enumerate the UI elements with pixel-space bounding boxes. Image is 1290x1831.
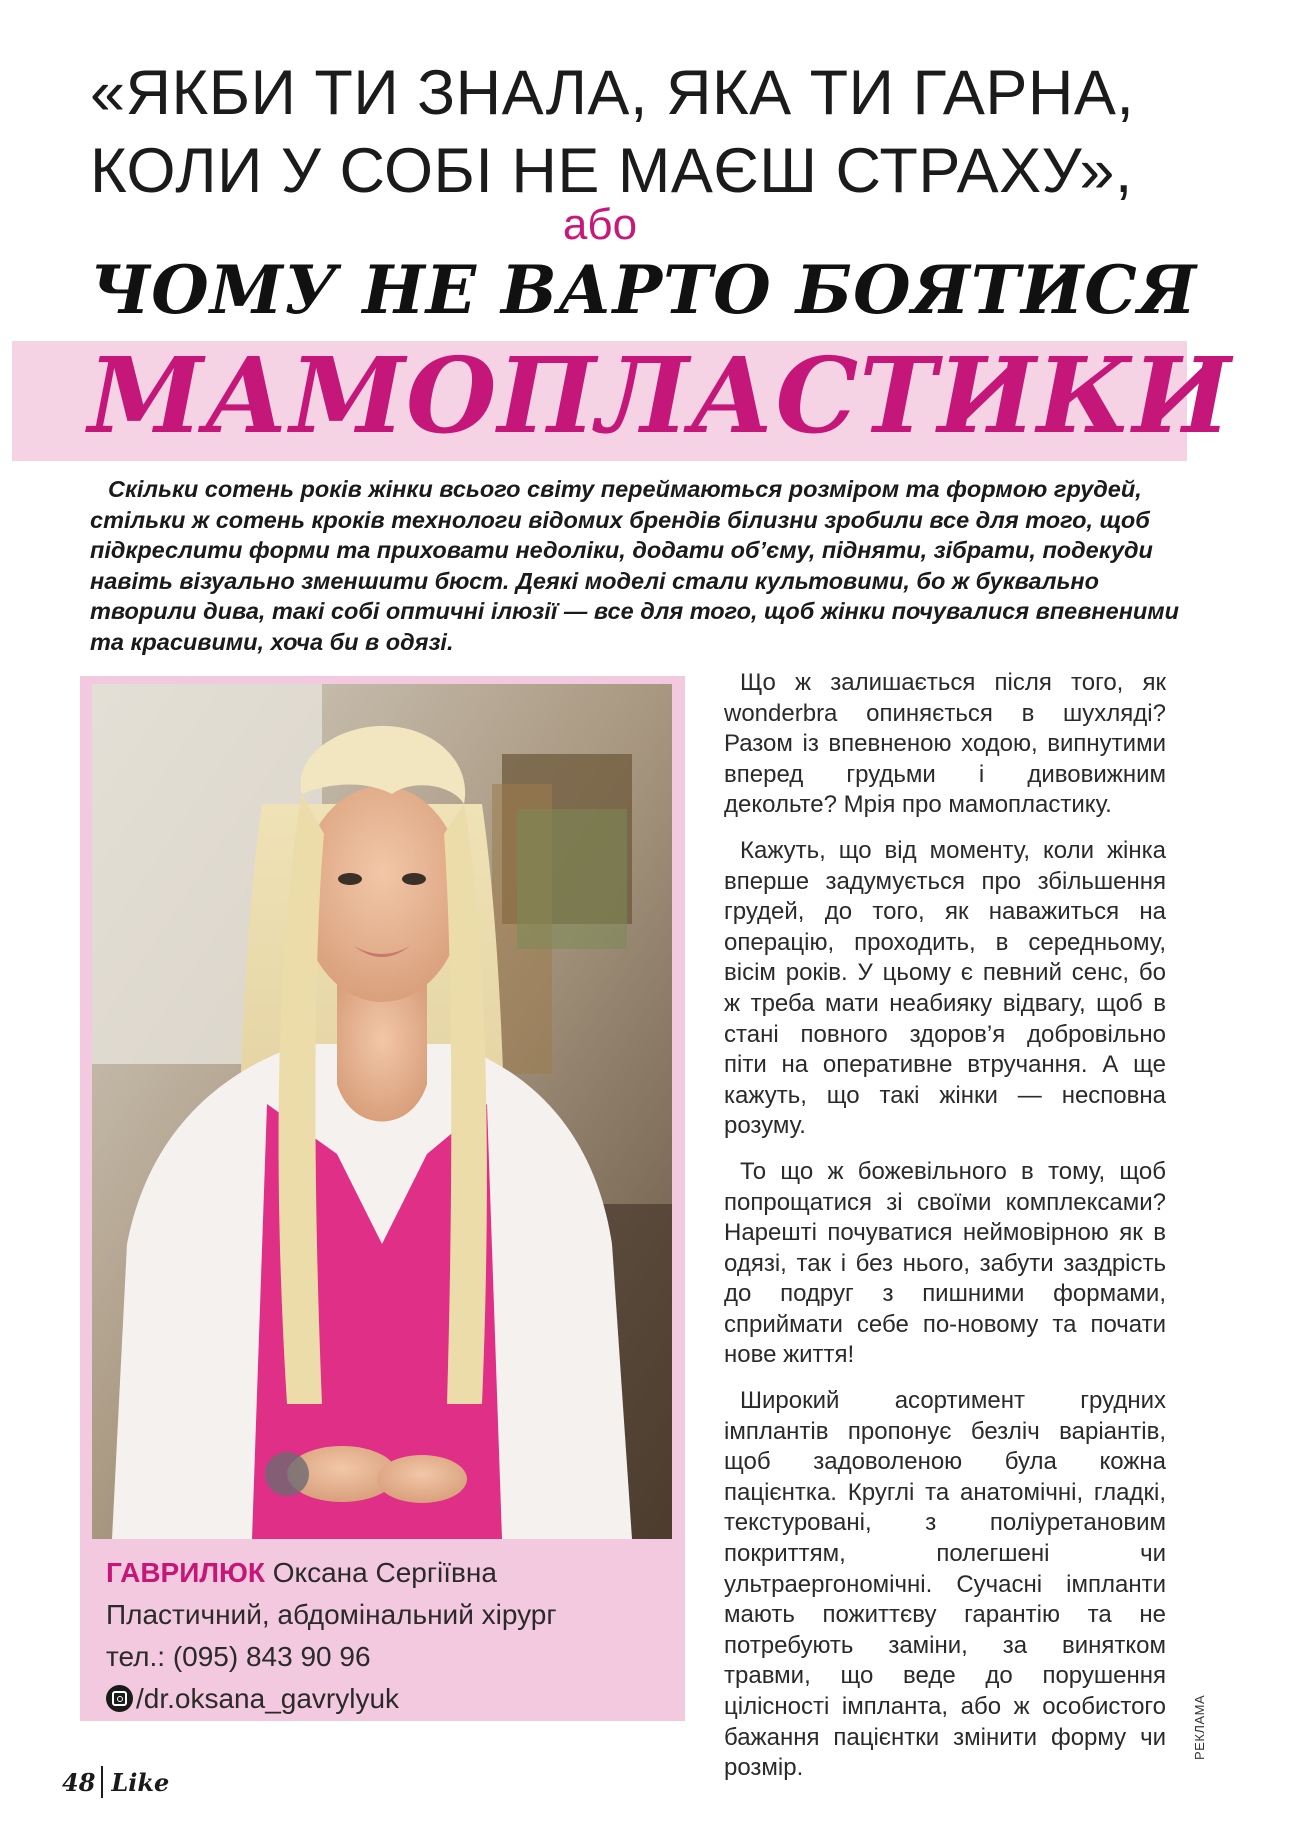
connector-word: [0, 200, 1290, 250]
body-paragraph-1: Що ж залишається після того, як wonderbra опиняється в шухляді? Разом із впевненою ходою, випнутими вперед грудьми і дивовижним декольте? Мрія про мамопластику.: [724, 669, 1166, 819]
portrait-illustration: [92, 684, 672, 1539]
footer-divider: [101, 1766, 103, 1798]
subhead-line-1: ЧОМУ НЕ ВАРТО БОЯТИСЯ: [90, 251, 1198, 329]
page-footer: [62, 1764, 169, 1800]
body-paragraph-4: Широкий асортимент грудних імплантів пропонує безліч варіантів, щоб задоволеною була кожна пацієнтка. Круглі та анатомічні, гладкі, текстуровані, з поліуретановим покриттям, полегшені чи ультраергономічні. Сучасні імпланти мають пожиттєву гарантію та не потребують заміни, за винятком травми, що веде до порушення цілісності імпланта, або ж особистого бажання пацієнтки змінити форму чи розмір.: [724, 1387, 1166, 1782]
doctor-instagram: [106, 1678, 666, 1720]
instagram-icon: [106, 1685, 133, 1712]
body-paragraph-3: То що ж божевільного в тому, щоб попрощатися зі своїми комплексами? Нарешті почуватися неймовірною як в одязі, так і без нього, забути заздрість до подруг з пишними формами, сприймати себе по-новому та почати нове життя!: [724, 1157, 1166, 1369]
doctor-given-names: Оксана Сергіївна: [272, 1557, 497, 1588]
headline-quote: [90, 54, 1210, 210]
doctor-portrait-photo: [92, 684, 672, 1539]
connector-text: або: [562, 200, 638, 249]
lead-text: Скільки сотень років жінки всього світу переймаються розміром та формою грудей, стільки ж сотень кроків технологи відомих брендів білизни зробили все для того, щоб підкреслити форми та приховати недоліки, додати об’єму, підняти, зібрати, подекуди навіть візуально зменшити бюст. Деякі моделі стали культовими, бо ж буквально творили дива, такі собі оптичні ілюзії — все для того, щоб жінки почувалися впевненими та красивими, хоча би в одязі.: [90, 476, 1179, 655]
headline-line-1: «ЯКБИ ТИ ЗНАЛА, ЯКА ТИ ГАРНА,: [90, 58, 1135, 128]
lead-paragraph: [90, 474, 1180, 657]
headline-line-2: КОЛИ У СОБІ НЕ МАЄШ СТРАХУ»,: [90, 136, 1133, 206]
instagram-handle: /dr.oksana_gavrylyuk: [136, 1683, 400, 1714]
doctor-name: [106, 1552, 666, 1594]
doctor-phone: тел.: (095) 843 90 96: [106, 1641, 371, 1672]
subhead-line-2: МАМОПЛАСТИКИ: [88, 334, 1232, 457]
doctor-surname: ГАВРИЛЮК: [106, 1557, 265, 1588]
magazine-name: Like: [111, 1767, 170, 1797]
page-number: 48: [62, 1767, 96, 1797]
article-body: [724, 668, 1166, 1799]
body-paragraph-2: Кажуть, що від моменту, коли жінка вперше задумується про збільшення грудей, до того, як наважиться на операцію, проходить, в середньому, вісім років. У цьому є певний сенс, бо ж треба мати неабияку відвагу, щоб в стані повного здоров’я добровільно піти на оперативне втручання. А ще кажуть, що такі жінки — несповна розуму.: [724, 836, 1166, 1140]
advertisement-label: РЕКЛАМА: [1192, 1694, 1207, 1760]
doctor-role: Пластичний, абдомінальний хірург: [106, 1599, 557, 1630]
doctor-caption: [106, 1552, 666, 1720]
